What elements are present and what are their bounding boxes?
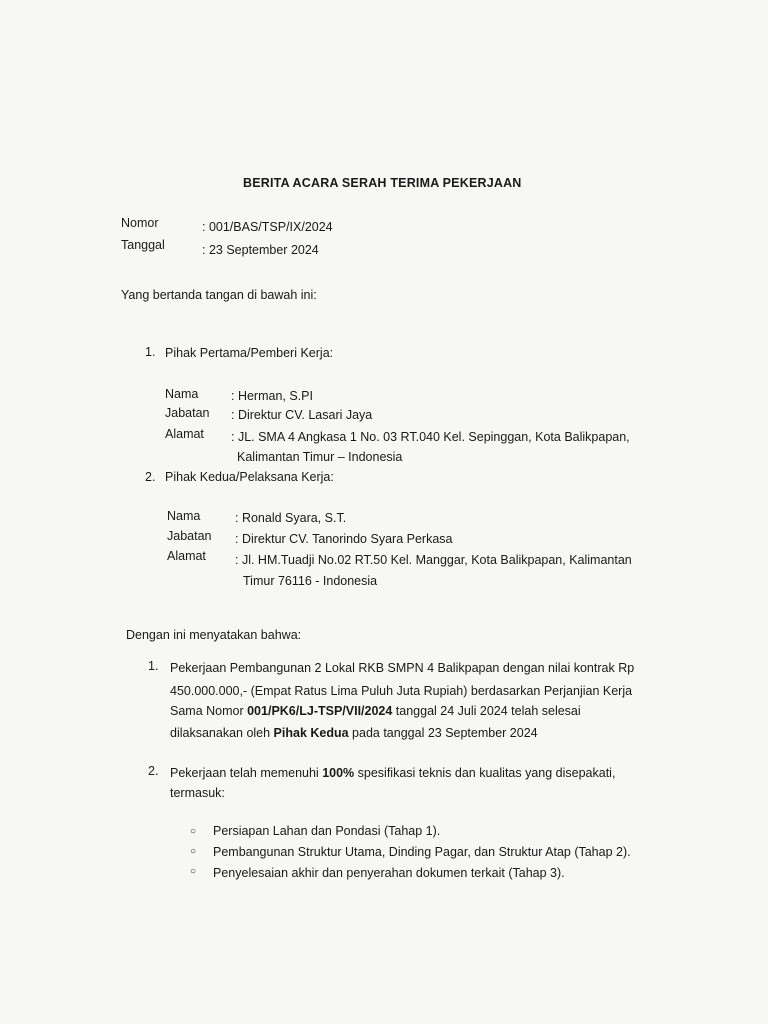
party2-heading: Pihak Kedua/Pelaksana Kerja:: [165, 470, 334, 484]
party1-jabatan-value: : Direktur CV. Lasari Jaya: [231, 408, 373, 422]
party1-number: 1.: [145, 345, 156, 359]
party1-alamat-label: Alamat: [165, 427, 204, 441]
pihak-kedua-bold: Pihak Kedua: [273, 726, 349, 740]
point1-number: 1.: [148, 659, 159, 673]
party1-nama-label: Nama: [165, 387, 199, 401]
party1-heading: Pihak Pertama/Pemberi Kerja:: [165, 346, 334, 360]
percent-bold: 100%: [322, 766, 355, 780]
bullet-icon: ○: [190, 846, 197, 857]
party1-jabatan-label: Jabatan: [165, 406, 210, 420]
statement-intro: Dengan ini menyatakan bahwa:: [126, 628, 302, 642]
nomor-label: Nomor: [121, 216, 159, 230]
party2-nama-label: Nama: [167, 509, 201, 523]
document-title: BERITA ACARA SERAH TERIMA PEKERJAAN: [243, 176, 522, 190]
party1-alamat-line2: Kalimantan Timur – Indonesia: [237, 450, 403, 464]
party2-jabatan-value: : Direktur CV. Tanorindo Syara Perkasa: [235, 532, 453, 546]
point1-line4: dilaksanakan oleh Pihak Kedua pada tanggal 23 September 2024: [170, 726, 538, 740]
tanggal-value: : 23 September 2024: [202, 243, 319, 257]
point1-line2: 450.000.000,- (Empat Ratus Lima Puluh Juta Rupiah) berdasarkan Perjanjian Kerja: [170, 684, 633, 698]
party2-alamat-line1: : Jl. HM.Tuadji No.02 RT.50 Kel. Manggar, Kota Balikpapan, Kalimantan: [235, 553, 632, 567]
point1-line1: Pekerjaan Pembangunan 2 Lokal RKB SMPN 4 Balikpapan dengan nilai kontrak Rp: [170, 661, 635, 675]
party1-alamat-line1: : JL. SMA 4 Angkasa 1 No. 03 RT.040 Kel. Sepinggan, Kota Balikpapan,: [231, 430, 630, 444]
point2-number: 2.: [148, 764, 159, 778]
party2-jabatan-label: Jabatan: [167, 529, 212, 543]
point1-line3: Sama Nomor 001/PK6/LJ-TSP/VII/2024 tanggal 24 Juli 2024 telah selesai: [170, 704, 581, 718]
contract-number: 001/PK6/LJ-TSP/VII/2024: [247, 704, 393, 718]
bullet-icon: ○: [190, 866, 197, 877]
bullet-item-2: Pembangunan Struktur Utama, Dinding Pagar, dan Struktur Atap (Tahap 2).: [213, 845, 631, 859]
bullet-icon: ○: [190, 826, 197, 837]
tanggal-label: Tanggal: [121, 238, 165, 252]
party2-alamat-line2: Timur 76116 - Indonesia: [243, 574, 378, 588]
bullet-item-3: Penyelesaian akhir dan penyerahan dokumen terkait (Tahap 3).: [213, 866, 565, 880]
point2-line1: Pekerjaan telah memenuhi 100% spesifikasi teknis dan kualitas yang disepakati,: [170, 766, 616, 780]
party2-number: 2.: [145, 470, 156, 484]
party1-nama-value: : Herman, S.PI: [231, 389, 313, 403]
point2-line2: termasuk:: [170, 786, 225, 800]
intro-text: Yang bertanda tangan di bawah ini:: [121, 288, 317, 302]
bullet-item-1: Persiapan Lahan dan Pondasi (Tahap 1).: [213, 824, 441, 838]
nomor-value: : 001/BAS/TSP/IX/2024: [202, 220, 333, 234]
party2-nama-value: : Ronald Syara, S.T.: [235, 511, 347, 525]
party2-alamat-label: Alamat: [167, 549, 206, 563]
